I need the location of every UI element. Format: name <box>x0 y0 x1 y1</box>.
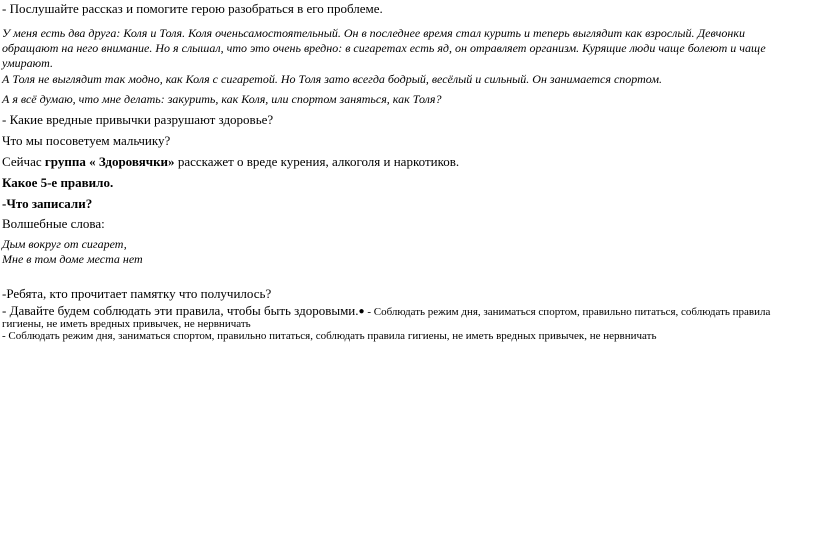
group-name: группа « Здоровячки» <box>44 154 175 169</box>
story-tolya: А Толя не выглядит так модно, как Коля с сигаретой. Но Толя зато всегда бодрый, весёлый и сильный. Он занимается спортом. <box>2 72 662 86</box>
rules-list-item: - Соблюдать режим дня, заниматься спортом, правильно питаться, соблюдать правила гигиены, не иметь вредных привычек, не нервничать <box>2 330 657 342</box>
question-advice: Что мы посоветуем мальчику? <box>2 133 171 148</box>
announcement-suffix: расскажет о вреде курения, алкоголя и наркотиков. <box>174 154 460 169</box>
announcement-prefix: Сейчас <box>2 154 45 169</box>
instruction-listen: - Послушайте рассказ и помогите герою разобраться в его проблеме. <box>2 1 383 16</box>
bullet-icon: ● <box>358 306 365 317</box>
rules-inline-continuation: гигиены, не иметь вредных привычек, не нервничать <box>2 318 251 330</box>
question-memo: -Ребята, кто прочитает памятку что получилось? <box>2 286 272 301</box>
magic-words-label: Волшебные слова: <box>2 216 105 231</box>
question-written: -Что записали? <box>2 196 93 211</box>
story-question: А я всё думаю, что мне делать: закурить, как Коля, или спортом заняться, как Толя? <box>2 92 442 106</box>
rules-inline-text: - Соблюдать режим дня, заниматься спортом, правильно питаться, соблюдать правила <box>364 306 771 318</box>
poem-line-1: Дым вокруг от сигарет, <box>2 237 127 251</box>
question-bad-habits: - Какие вредные привычки разрушают здоровье? <box>2 112 274 127</box>
story-line-1: У меня есть два друга: Коля и Толя. Коля оченьсамостоятельный. Он в последнее время стал курить и теперь выглядит как взрослый. Девчонки <box>2 26 745 40</box>
story-line-2: обращают на него внимание. Но я слышал, что это очень вредно: в сигаретах есть яд, он отравляет организм. Курящие люди чаще болеют и чаще <box>2 41 766 55</box>
rule-five: Какое 5-е правило. <box>2 175 114 190</box>
group-announcement <box>2 154 459 170</box>
poem-line-2: Мне в том доме места нет <box>2 252 143 266</box>
rules-intro-text: - Давайте будем соблюдать эти правила, чтобы быть здоровыми. <box>2 303 359 318</box>
story-line-3: умирают. <box>2 56 53 70</box>
